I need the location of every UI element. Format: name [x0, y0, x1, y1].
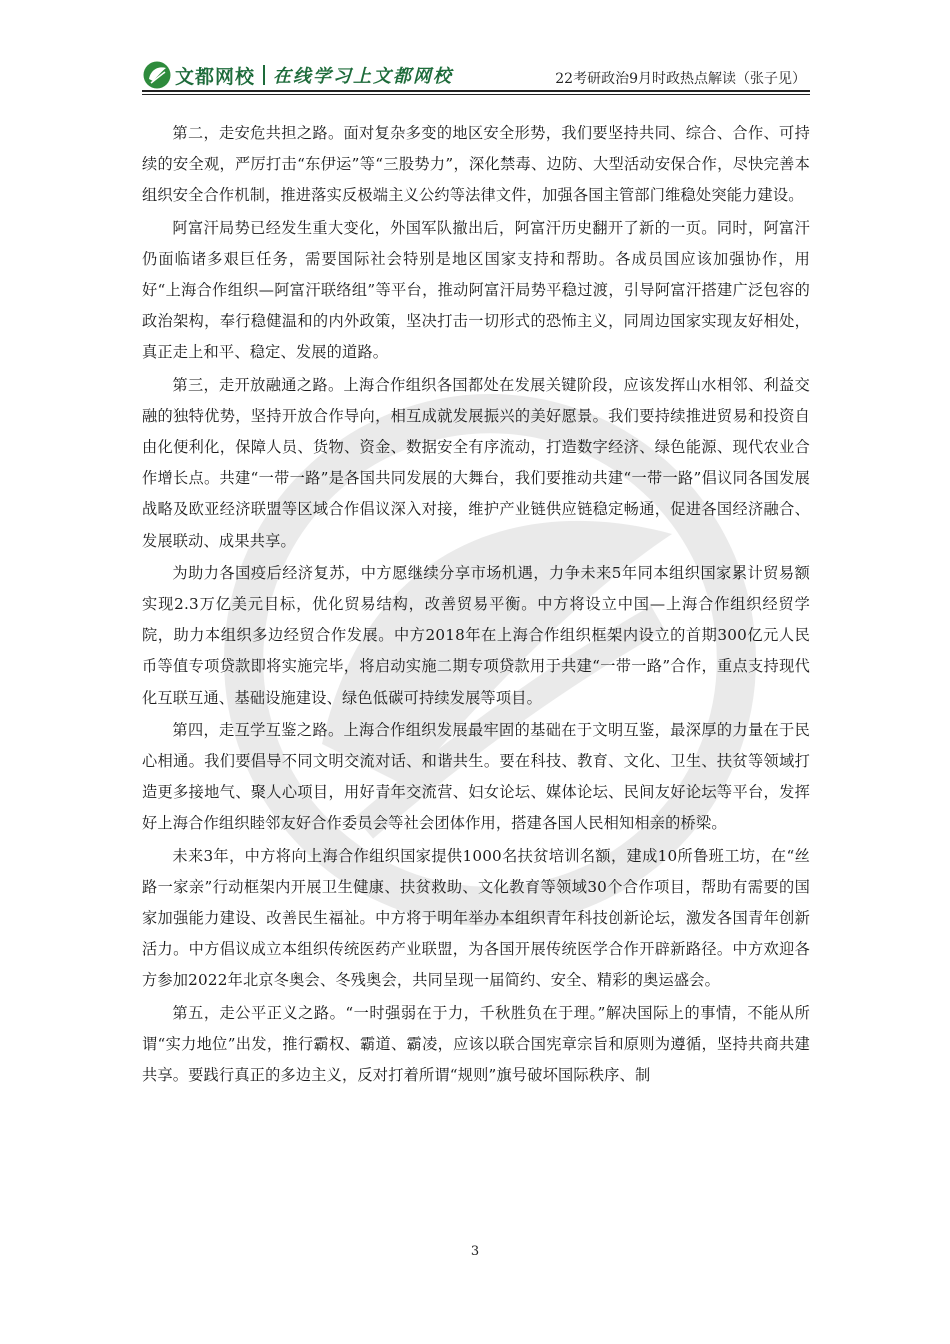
paragraph: 第四，走互学互鉴之路。上海合作组织发展最牢固的基础在于文明互鉴，最深厚的力量在于民心相通。我们要倡导不同文明交流对话、和谐共生。要在科技、教育、文化、卫生、扶贫等领域打造更多接地气、聚人心项目，用好青年交流营、妇女论坛、媒体论坛、民间友好论坛等平台，发挥好上海合作组织睦邻友好合作委员会等社会团体作用，搭建各国人民相知相亲的桥梁。 — [142, 720, 810, 833]
header-rule — [142, 90, 810, 92]
page-header — [142, 58, 810, 92]
paragraph: 未来3年，中方将向上海合作组织国家提供1000名扶贫培训名额，建成10所鲁班工坊，在“丝路一家亲”行动框架内开展卫生健康、扶贫救助、文化教育等领域30个合作项目，帮助有需要的国家加强能力建设、改善民生福祉。中方将于明年举办本组织青年科技创新论坛，激发各国青年创新活力。中方倡议成立本组织传统医药产业联盟，为各国开展传统医学合作开辟新路径。中方欢迎各方参加2022年北京冬奥会、冬残奥会，共同呈现一届简约、安全、精彩的奥运盛会。 — [142, 846, 810, 990]
brand-name: 文都网校 — [175, 65, 256, 88]
header-rule-thin — [142, 94, 810, 95]
paragraph: 第二，走安危共担之路。面对复杂多变的地区安全形势，我们要坚持共同、综合、合作、可持续的安全观，严厉打击“东伊运”等“三股势力”，深化禁毒、边防、大型活动安保合作，尽快完善本组织安全合作机制，推进落实反极端主义公约等法律文件，加强各国主管部门维稳处突能力建设。 — [142, 124, 810, 205]
brand-slogan: 在线学习上文都网校 — [273, 66, 454, 87]
leaf-logo-icon — [142, 60, 172, 90]
brand-logo[interactable] — [142, 60, 453, 90]
page-number: 3 — [470, 1244, 480, 1259]
paragraph: 第五，走公平正义之路。“一时强弱在于力，千秋胜负在于理。”解决国际上的事情，不能从所谓“实力地位”出发，推行霸权、霸道、霸凌，应该以联合国宪章宗旨和原则为遵循，坚持共商共建共享。要践行真正的多边主义，反对打着所谓“规则”旗号破坏国际秩序、制 — [142, 1003, 810, 1085]
logo-divider — [263, 65, 265, 85]
paragraph: 第三，走开放融通之路。上海合作组织各国都处在发展关键阶段，应该发挥山水相邻、利益交融的独特优势，坚持开放合作导向，相互成就发展振兴的美好愿景。我们要持续推进贸易和投资自由化便利化，保障人员、货物、资金、数据安全有序流动，打造数字经济、绿色能源、现代农业合作增长点。共建“一带一路”是各国共同发展的大舞台，我们要推动共建“一带一路”倡议同各国发展战略及欧亚经济联盟等区域合作倡议深入对接，维护产业链供应链稳定畅通，促进各国经济融合、发展联动、成果共享。 — [142, 375, 810, 550]
document-title: 22考研政治9月时政热点解读（张子见） — [555, 71, 806, 87]
article-body — [142, 118, 810, 1091]
paragraph: 为助力各国疫后经济复苏，中方愿继续分享市场机遇，力争未来5年同本组织国家累计贸易额实现2.3万亿美元目标，优化贸易结构，改善贸易平衡。中方将设立中国—上海合作组织经贸学院，助力本组织多边经贸合作发展。中方2018年在上海合作组织框架内设立的首期300亿元人民币等值专项贷款即将实施完毕，将启动实施二期专项贷款用于共建“一带一路”合作，重点支持现代化互联互通、基础设施建设、绿色低碳可持续发展等项目。 — [142, 563, 810, 707]
paragraph: 阿富汗局势已经发生重大变化，外国军队撤出后，阿富汗历史翻开了新的一页。同时，阿富汗仍面临诸多艰巨任务，需要国际社会特别是地区国家支持和帮助。各成员国应该加强协作，用好“上海合作组织—阿富汗联络组”等平台，推动阿富汗局势平稳过渡，引导阿富汗搭建广泛包容的政治架构，奉行稳健温和的内外政策，坚决打击一切形式的恐怖主义，同周边国家实现友好相处，真正走上和平、稳定、发展的道路。 — [142, 218, 810, 362]
